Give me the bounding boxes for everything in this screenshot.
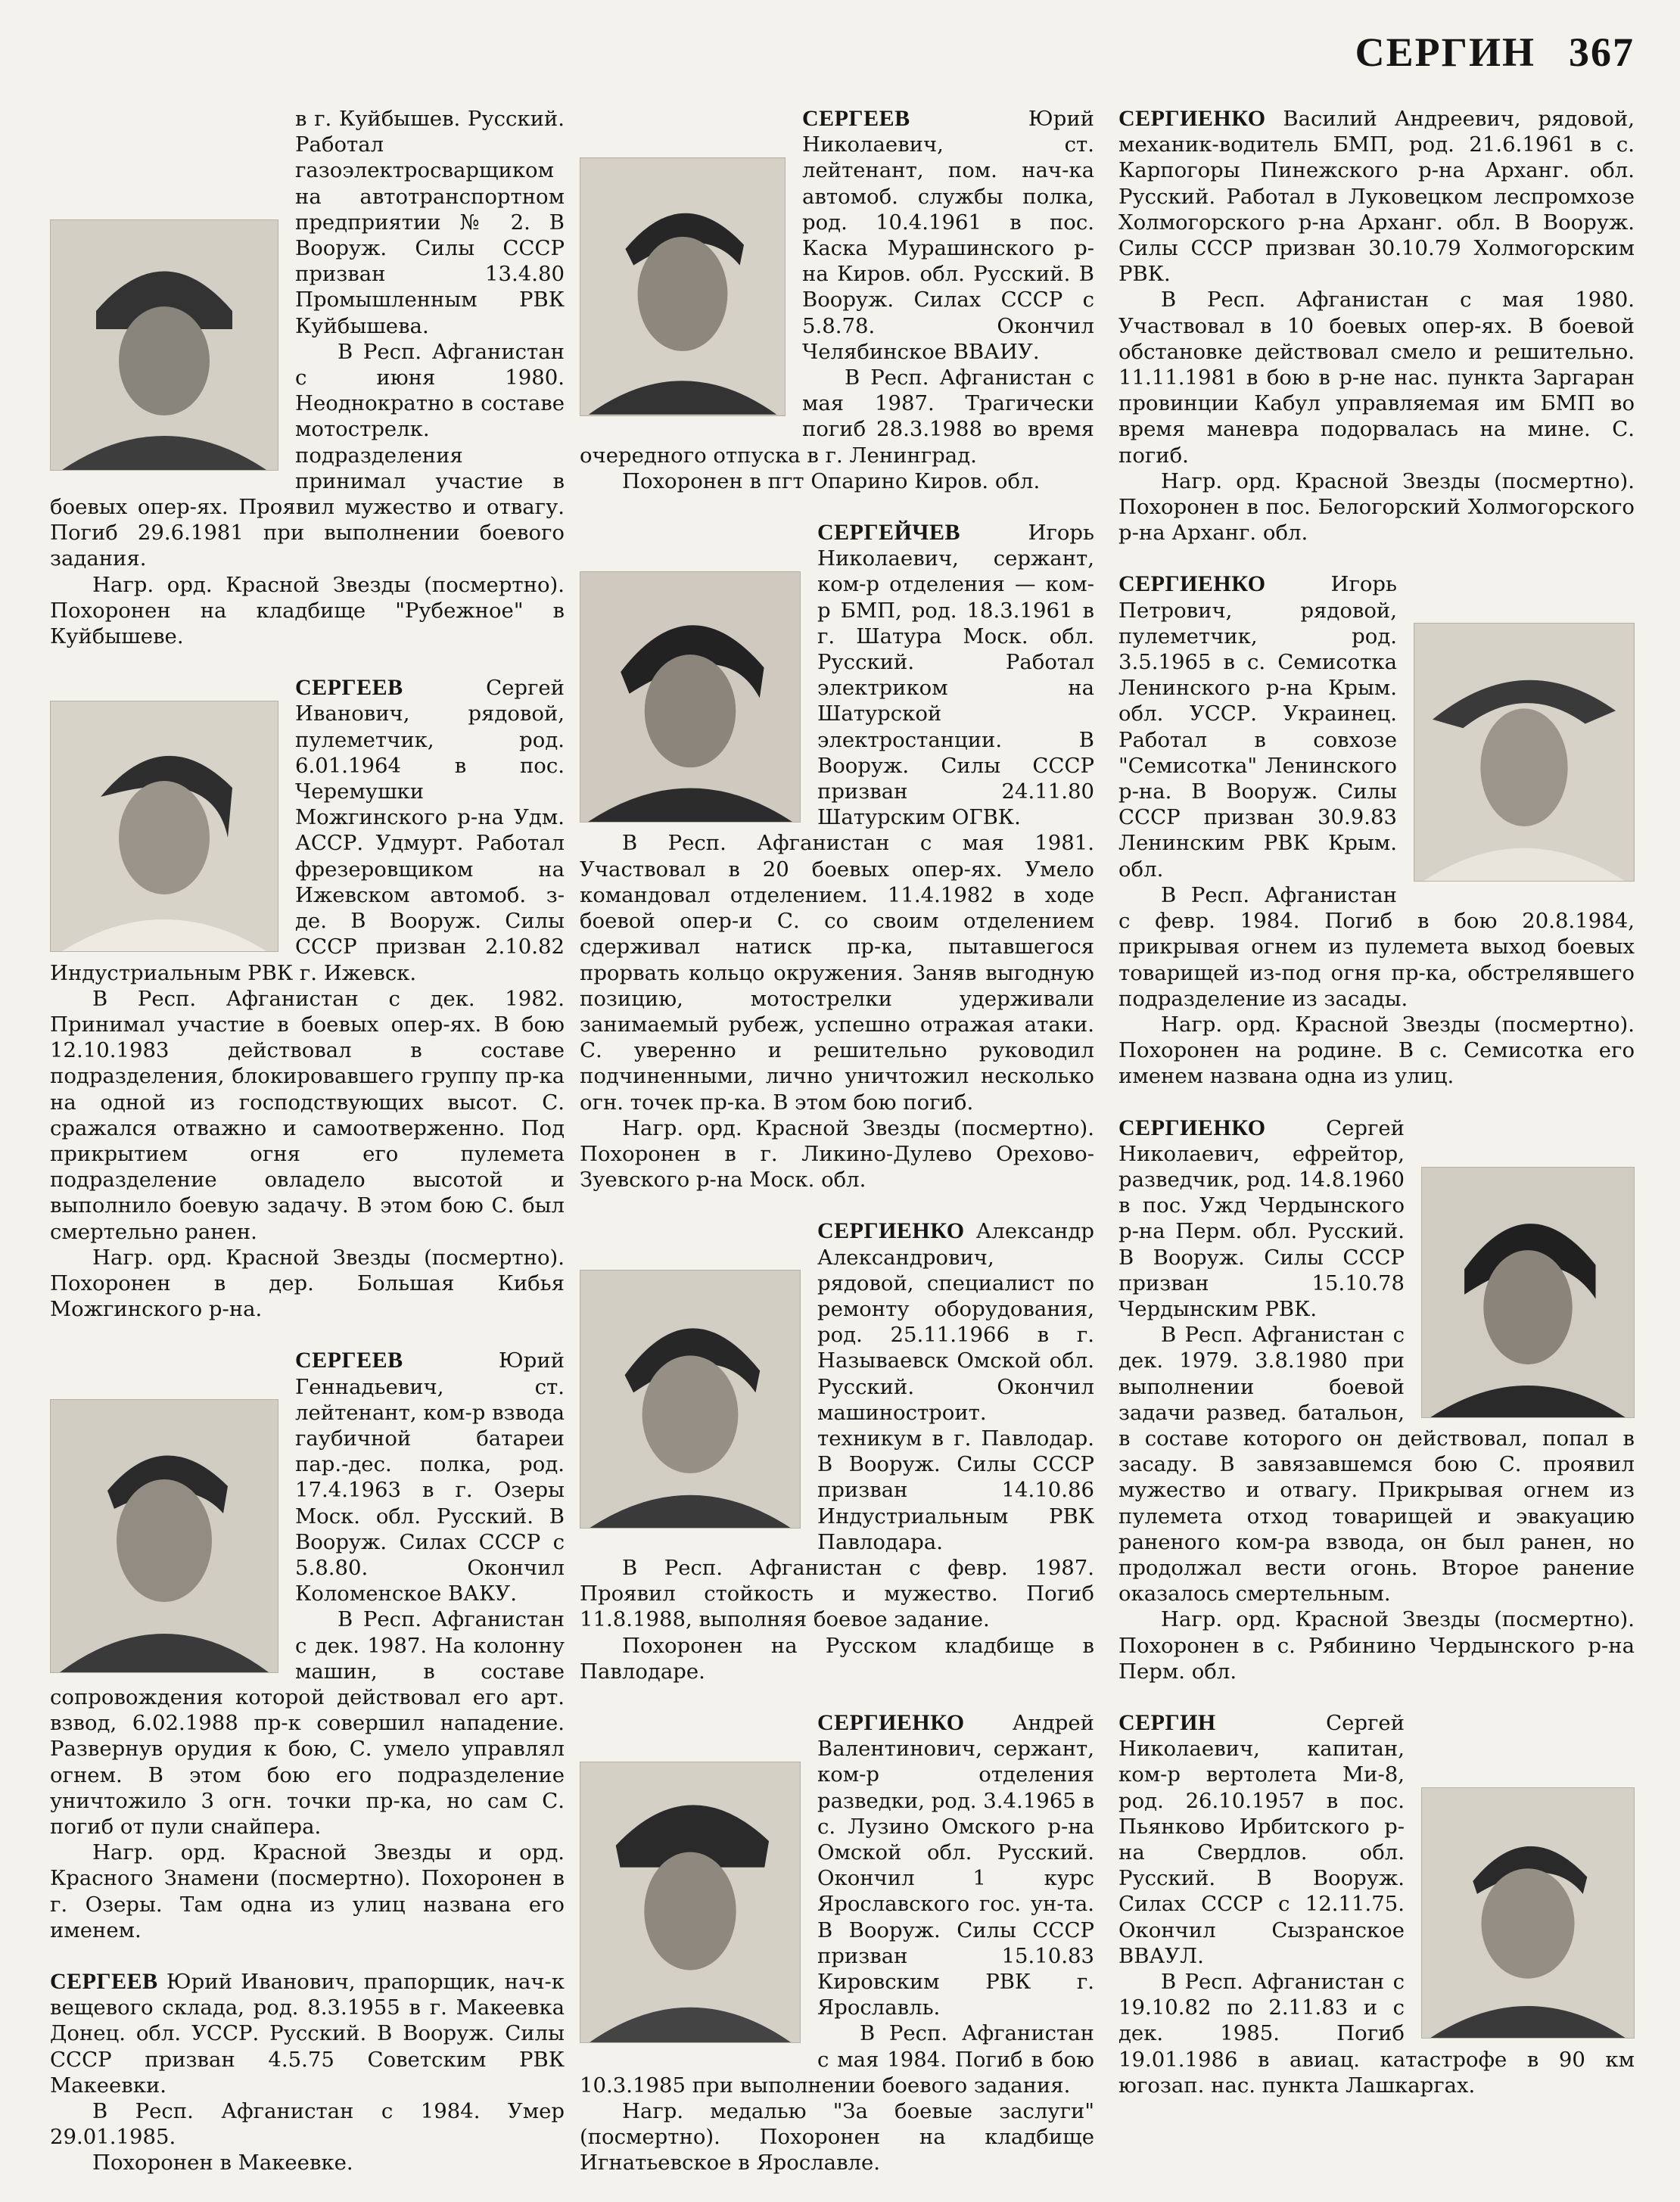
entry-service: В Респ. Афганистан с дек. 1987. На колонну машин, в составе сопровождения которой действовал его арт. взвод, 6.02.1988 пр-к совершил нападение. Развернув орудия к бою, С. умело управлял огнем. В этом бою его подразделение уничтожило 3 огн. точки пр-ка, но сам С. погиб от пули снайпера. bbox=[50, 1607, 565, 1839]
entry-service: В Респ. Афганистан с мая 1981. Участвовал в 20 боевых опер-ях. Умело командовал отделением. 11.4.1982 в ходе боевой опер-и С. со своим отделением сдерживал натиск пр-ка, пытавшегося прорвать кольцо окружения. Заняв выгодную позицию, мотострелки удерживали занимаемый рубеж, успешно отражая атаки. С. уверенно и решительно руководил подчиненными, лично уничтожил несколько огн. точек пр-ка. В этом бою погиб. bbox=[580, 831, 1094, 1115]
entry-lead: Игорь Николаевич, сержант, ком-р отделения — ком-р БМП, род. 18.3.1961 в г. Шатура Моск. обл. Русский. Работал электриком на Шатурской электростанции. В Вооруж. Силы СССР призван 24.11.80 Шатурским ОГВК. bbox=[817, 521, 1094, 830]
entry-lead: Сергей Николаевич, ефрейтор, разведчик, род. 14.8.1960 в пос. Ужд Чердынского р-на Перм. обл. Русский. В Вооруж. Силы СССР призван 15.10.78 Чердынским РВК. bbox=[1118, 1115, 1405, 1321]
entry-award: Нагр. орд. Красной Звезды и орд. Красного Знамени (посмертно). Похоронен в г. Озеры. Там одна из улиц названа его именем. bbox=[50, 1840, 565, 1942]
entry-lead: Василий Андреевич, рядовой, механик-водитель БМП, род. 21.6.1961 в с. Карпогоры Пинежского р-на Арханг. обл. Русский. Работал в Луковецком леспромхозе Холмогорского р-на Арханг. обл. В Вооруж. Силы СССР призван 30.10.79 Холмогорским РВК. bbox=[1118, 107, 1635, 287]
entry-award: Похоронен на Русском кладбище в Павлодаре. bbox=[580, 1633, 1094, 1684]
entry-lead-text bbox=[580, 1218, 1094, 1555]
entry-lead: Юрий Иванович, прапорщик, нач-к вещевого склада, род. 8.3.1955 в г. Макеевка Донец. обл. УССР. Русский. В Вооруж. Силы СССР призван 4.5.75 Советским РВК Макеевки. bbox=[50, 1970, 565, 2098]
portrait-photo bbox=[580, 1270, 801, 1529]
entry-lead: Александр Александрович, рядовой, специалист по ремонту оборудования, род. 25.11.1966 в г. Называевск Омской обл. Русский. Окончил машиностроит. техникум в г. Павлодар. В Вооруж. Силы СССР призван 14.10.86 Индустриальным РВК Павлодара. bbox=[817, 1219, 1094, 1554]
entry-award: Нагр. орд. Красной Звезды (посмертно). Похоронен в дер. Большая Кибья Можгинского р-на. bbox=[50, 1245, 565, 1322]
entry-sergin bbox=[1118, 1710, 1635, 2098]
entry-lead: Юрий Геннадьевич, ст. лейтенант, ком-р взвода гаубичной батареи пар.-дес. полка, род. 17.4.1963 в г. Озеры Моск. обл. Русский. В Вооруж. Силах СССР с 5.8.80. Окончил Коломенское ВАКУ. bbox=[295, 1348, 565, 1606]
entry-award: Нагр. орд. Красной Звезды (посмертно). Похоронен в с. Рябинино Чердынского р-на Перм. обл. bbox=[1118, 1607, 1635, 1684]
entry-sergeev-yuriy-g bbox=[50, 1348, 565, 1943]
entry-service: В Респ. Афганистан с дек. 1982. Принимал участие в боевых опер-ях. В бою 12.10.1983 действовал в составе подразделения, блокировавшего группу пр-ка на одной из господствующих высот. С. сражался отважно и самоотверженно. Под прикрытием огня его пулемета подразделение овладело высотой и выполнило боевую задачу. В этом бою С. был смертельно ранен. bbox=[50, 986, 565, 1244]
entry-name: СЕРГИН bbox=[1118, 1709, 1216, 1735]
entry-sergienko-aleksandr bbox=[580, 1218, 1094, 1684]
entry-sergienko-igor bbox=[1118, 571, 1635, 1089]
entry-sergienko-andrey bbox=[580, 1710, 1094, 2176]
header-surname: СЕРГИН bbox=[1355, 30, 1535, 75]
entry-service: В Респ. Афганистан с июня 1980. Неоднократно в составе мотострелк. подразделения принимал участие в боевых опер-ях. Проявил мужество и отвагу. Погиб 29.6.1981 при выполнении боевого задания. bbox=[50, 339, 565, 571]
portrait-photo bbox=[1421, 1167, 1635, 1418]
entry-award: Нагр. орд. Красной Звезды (посмертно). Похоронен в г. Ликино-Дулево Орехово-Зуевского р-на Моск. обл. bbox=[580, 1115, 1094, 1193]
portrait-photo bbox=[50, 701, 278, 952]
portrait-photo bbox=[1414, 623, 1635, 882]
running-header bbox=[1355, 29, 1635, 76]
entry-continued bbox=[50, 106, 565, 649]
entry-sergienko-vasiliy bbox=[1118, 106, 1635, 546]
entry-lead-text bbox=[580, 1710, 1094, 2020]
entry-service: В Респ. Афганистан с 1984. Умер 29.01.1985. bbox=[50, 2099, 565, 2150]
entry-lead: Андрей Валентинович, сержант, ком-р отделения разведки, род. 3.4.1965 в с. Лузино Омского р-на Омской обл. Русский. Окончил 1 курс Ярославского гос. ун-та. В Вооруж. Силы СССР призван 15.10.83 Кировским РВК г. Ярославль. bbox=[817, 1710, 1094, 2020]
entry-lead: Сергей Николаевич, капитан, ком-р вертолета Ми-8, род. 26.10.1957 в пос. Пьянково Ирбитского р-на Свердлов. обл. Русский. В Вооруж. Силах СССР с 12.11.75. Окончил Сызранское ВВАУЛ. bbox=[1118, 1710, 1405, 1968]
portrait-photo bbox=[1421, 1787, 1635, 2039]
entry-service: В Респ. Афганистан с февр. 1984. Погиб в бою 20.8.1984, прикрывая огнем из пулемета выход боевых товарищей из-под огня пр-ка, обстрелявшего подразделение из засады. bbox=[1118, 882, 1635, 1011]
entry-service: В Респ. Афганистан с мая 1984. Погиб в бою 10.3.1985 при выполнении боевого задания. bbox=[580, 2021, 1094, 2098]
portrait-photo bbox=[580, 157, 786, 416]
entry-service: В Респ. Афганистан с февр. 1987. Проявил стойкость и мужество. Погиб 11.8.1988, выполняя боевое задание. bbox=[580, 1555, 1094, 1632]
entry-lead: Игорь Петрович, рядовой, пулеметчик, род. 3.5.1965 в с. Семисотка Ленинского р-на Крым. обл. УССР. Украинец. Работал в совхозе "Семисотка" Ленинского р-на. В Вооруж. Силы СССР призван 30.9.83 Ленинским РВК Крым. обл. bbox=[1118, 572, 1397, 882]
entry-lead-text bbox=[50, 1348, 565, 1606]
entry-service: В Респ. Афганистан с 19.10.82 по 2.11.83 и с дек. 1985. Погиб 19.01.1986 в авиац. катастрофе в 90 км югозап. нас. пункта Лашкаргах. bbox=[1118, 1970, 1635, 2098]
entry-sergeev-yuriy-n bbox=[580, 106, 1094, 494]
entry-lead-text bbox=[1118, 1115, 1635, 1323]
entry-lead-text bbox=[580, 520, 1094, 830]
entry-name: СЕРГЕЕВ bbox=[50, 1969, 158, 1995]
entry-service: В Респ. Афганистан с мая 1980. Участвовал в 10 боевых опер-ях. В боевой обстановке действовал смело и решительно. 11.11.1981 в бою в р-не нас. пункта Заргаран провинции Кабул управляемая им БМП во время маневра подорвалась на мине. С. погиб. bbox=[1118, 288, 1635, 468]
entry-award: Похоронен в Макеевке. bbox=[92, 2151, 353, 2176]
portrait-photo bbox=[50, 219, 278, 471]
entry-lead-text bbox=[50, 106, 565, 339]
entry-lead-text bbox=[50, 1969, 565, 2098]
column-1 bbox=[50, 106, 565, 2202]
entry-lead: Юрий Николаевич, ст. лейтенант, пом. нач-ка автомоб. службы полка, род. 10.4.1961 в пос. Каска Мурашинского р-на Киров. обл. Русский. В Вооруж. Силах СССР с 5.8.78. Окончил Челябинское ВВАИУ. bbox=[802, 107, 1094, 364]
entry-name: СЕРГЕЕВ bbox=[295, 1348, 403, 1373]
entry-lead-text bbox=[1118, 106, 1635, 287]
entry-name: СЕРГИЕНКО bbox=[817, 1709, 965, 1735]
portrait-photo bbox=[580, 1762, 801, 2043]
entry-name: СЕРГЕЕВ bbox=[295, 675, 403, 701]
entry-name: СЕРГИЕНКО bbox=[1118, 571, 1266, 597]
entry-lead-text bbox=[50, 675, 565, 985]
entry-lead: в г. Куйбышев. Русский. Работал газоэлектросварщиком на автотранспортном предприятии № 2. В Вооруж. Силы СССР призван 13.4.80 Промышленным РВК Куйбышева. bbox=[295, 107, 565, 338]
entry-award: Нагр. орд. Красной Звезды (посмертно). Похоронен на кладбище "Рубежное" в Куйбышеве. bbox=[50, 572, 565, 649]
entry-sergeev-yuriy-i bbox=[50, 1969, 565, 2176]
column-2 bbox=[580, 106, 1094, 2202]
entry-service: В Респ. Афганистан с мая 1987. Трагически погиб 28.3.1988 во время очередного отпуска в г. Ленинград. bbox=[580, 365, 1094, 468]
entry-sergeychev bbox=[580, 520, 1094, 1193]
entry-name: СЕРГИЕНКО bbox=[817, 1218, 965, 1244]
entry-name: СЕРГИЕНКО bbox=[1118, 1115, 1266, 1140]
entry-lead: Сергей Иванович, рядовой, пулеметчик, род. 6.01.1964 в пос. Черемушки Можгинского р-на Удм. АССР. Удмурт. Работал фрезеровщиком на Ижевском автомоб. з-де. В Вооруж. Силы СССР призван 2.10.82 Индустриальным РВК г. Ижевск. bbox=[50, 676, 565, 985]
entry-award: Нагр. медалью "За боевые заслуги" (посмертно). Похоронен на кладбище Игнатьевское в Ярославле. bbox=[580, 2099, 1094, 2176]
entry-name: СЕРГЕЕВ bbox=[802, 106, 910, 131]
entry-lead-text bbox=[1118, 571, 1635, 882]
portrait-photo bbox=[50, 1399, 278, 1673]
entry-name: СЕРГИЕНКО bbox=[1118, 106, 1266, 131]
entry-sergienko-sergey bbox=[1118, 1115, 1635, 1684]
column-3 bbox=[1118, 106, 1635, 2124]
entry-award: Нагр. орд. Красной Звезды (посмертно). Похоронен на родине. В с. Семисотка его именем названа одна из улиц. bbox=[1118, 1012, 1635, 1089]
entry-service: В Респ. Афганистан с дек. 1979. 3.8.1980 при выполнении боевой задачи развед. батальон, в составе которого он действовал, попал в засаду. В завязавшемся бою С. проявил мужество и отвагу. Прикрывая огнем из пулемета отход товарищей и эвакуацию раненого ком-ра взвода, он был ранен, но продолжал вести огонь. Второе ранение оказалось смертельным. bbox=[1118, 1323, 1635, 1606]
entry-name: СЕРГЕЙЧЕВ bbox=[817, 520, 960, 546]
entry-award: Нагр. орд. Красной Звезды (посмертно). Похоронен в пос. Белогорский Холмогорского р-на Арханг. обл. bbox=[1118, 468, 1635, 546]
entry-award: Похоронен в пгт Опарино Киров. обл. bbox=[622, 468, 1041, 493]
entry-sergeev-sergey bbox=[50, 675, 565, 1322]
portrait-photo bbox=[580, 571, 801, 823]
page-number: 367 bbox=[1569, 30, 1635, 75]
entry-lead-text bbox=[580, 106, 1094, 365]
entry-lead-text bbox=[1118, 1710, 1635, 1969]
